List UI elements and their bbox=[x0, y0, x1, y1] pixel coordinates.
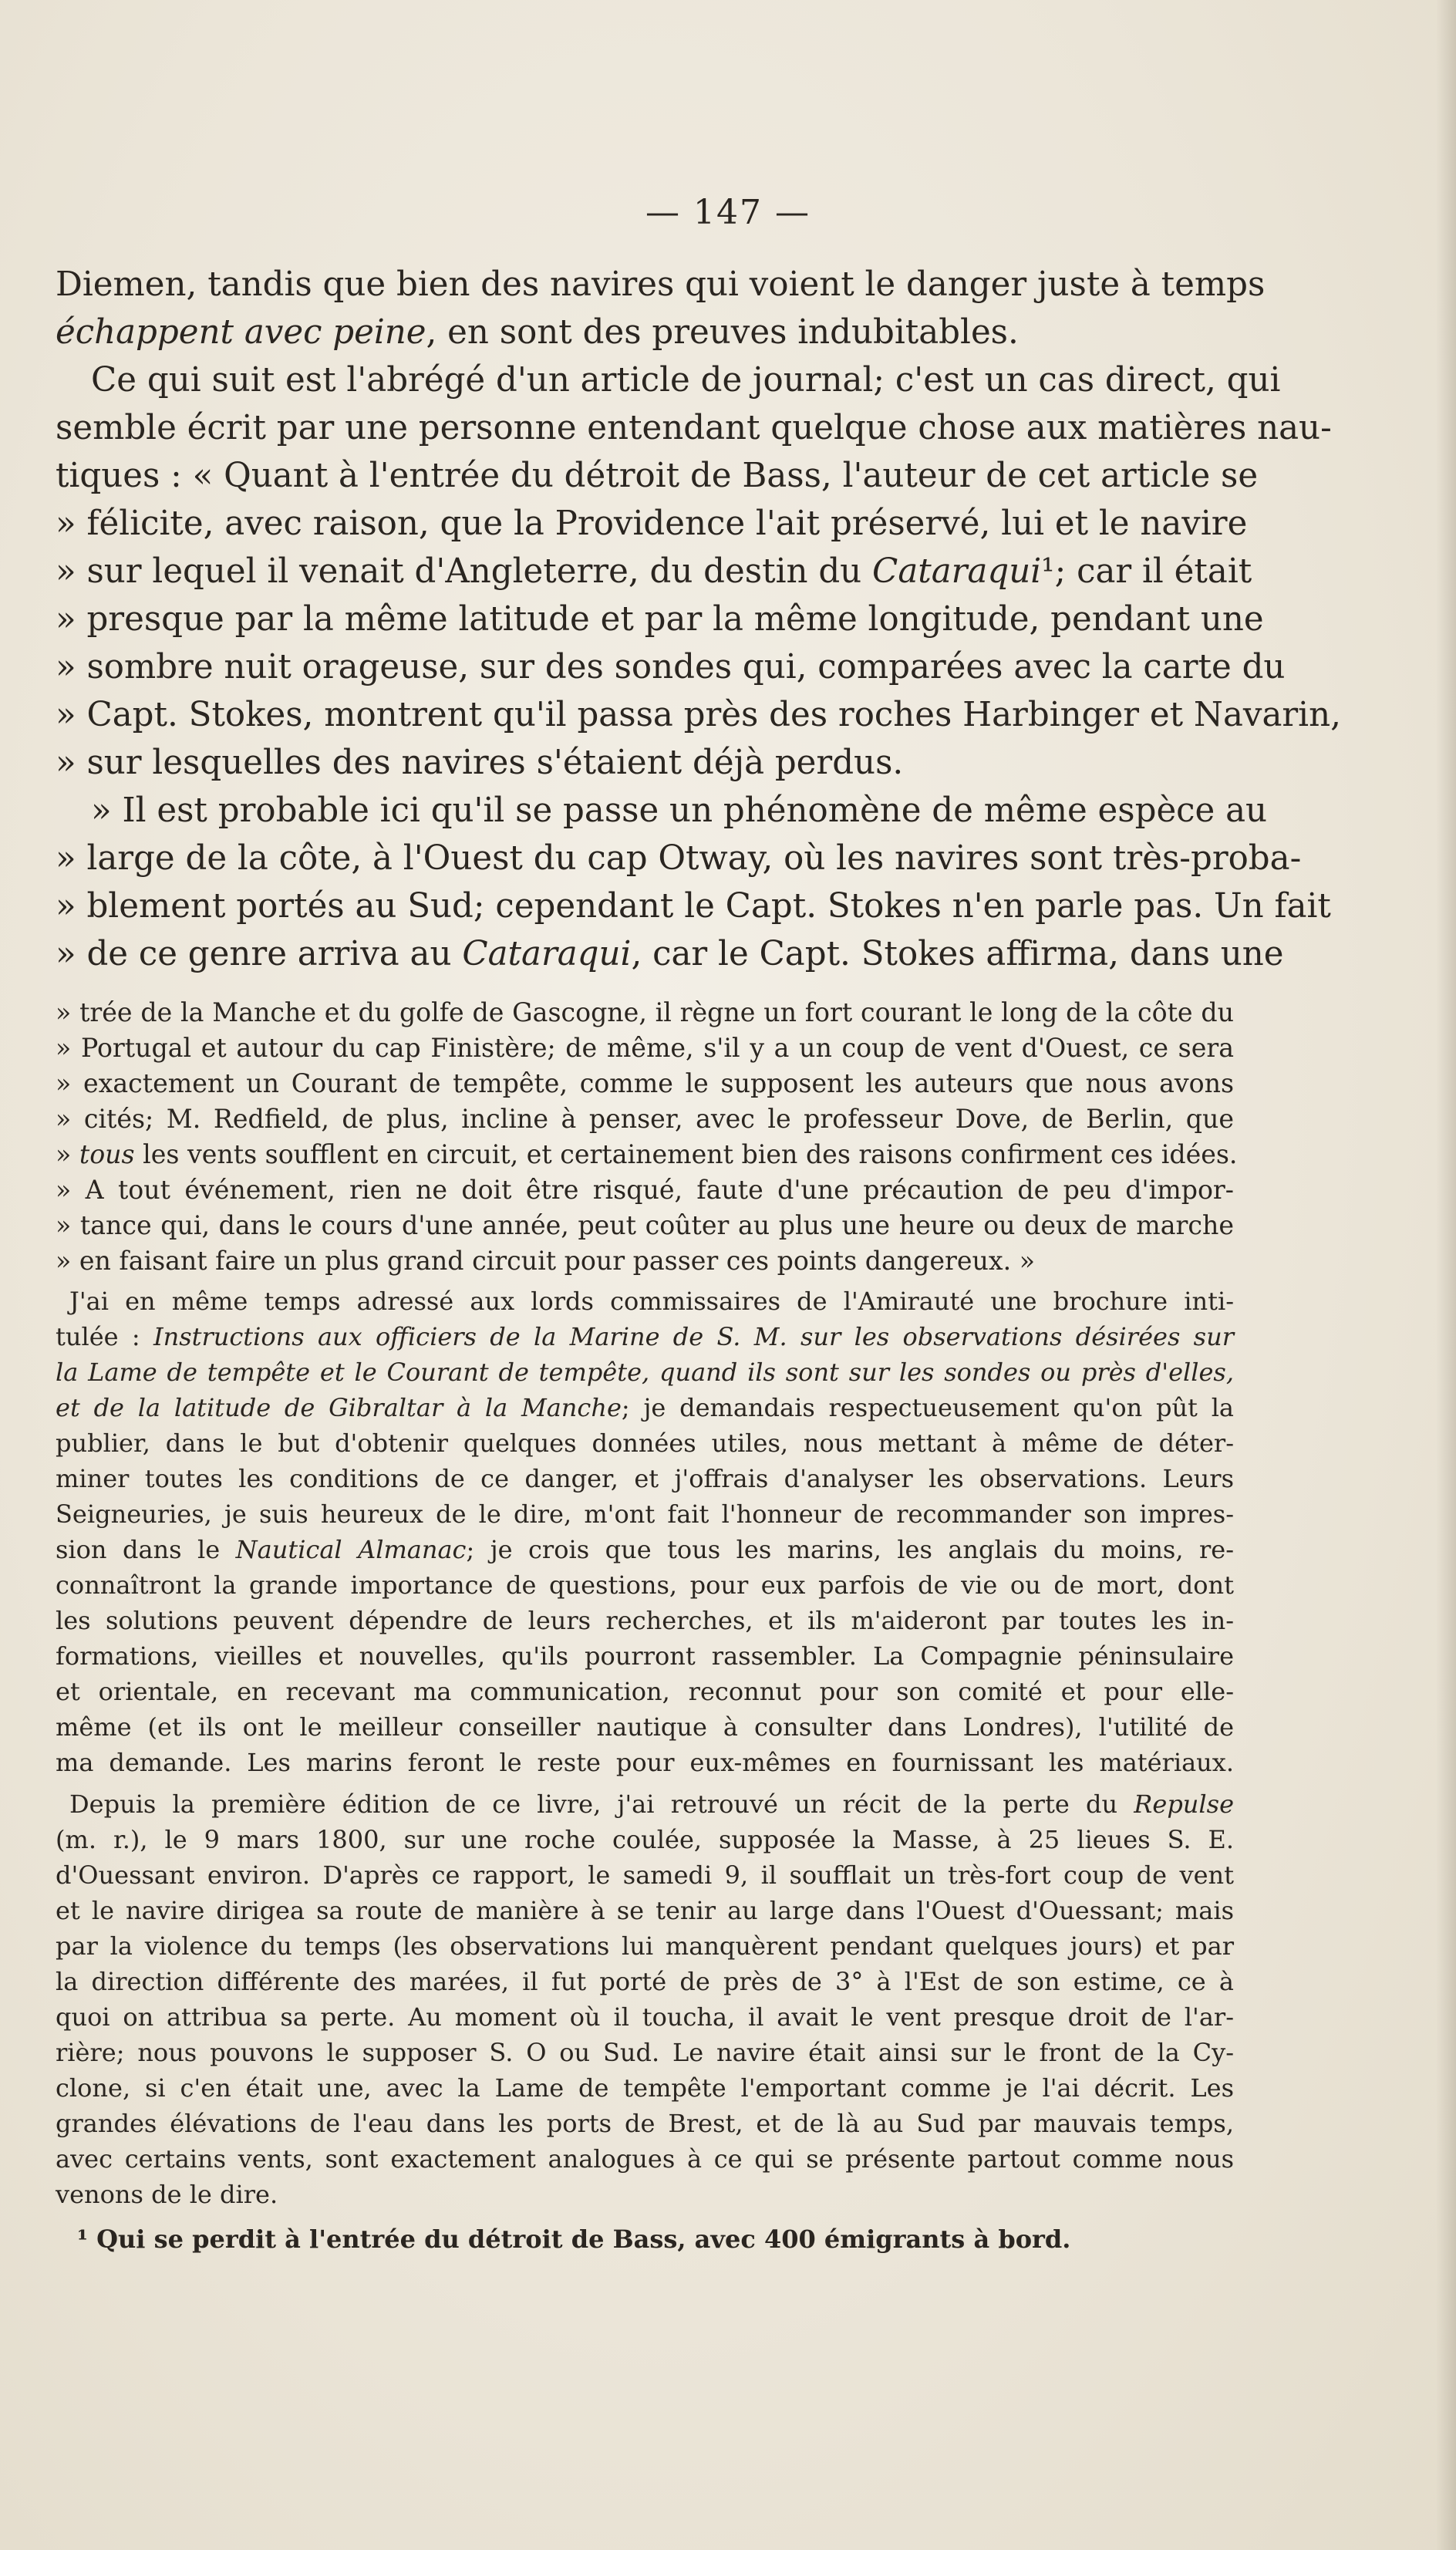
main-line: » de ce genre arriva au Cataraqui, car le Capt. Stokes affirma, dans une bbox=[56, 935, 1284, 973]
main-line: échappent avec peine, en sont des preuves indubitables. bbox=[56, 313, 1019, 352]
footnote-line: ¹ Qui se perdit à l'entrée du détroit de Bass, avec 400 émigrants à bord. bbox=[77, 2225, 1071, 2254]
footnote-line: » trée de la Manche et du golfe de Gascogne, il règne un fort courant le long de la côte du bbox=[56, 997, 1234, 1027]
main-line: » blement portés au Sud; cependant le Capt. Stokes n'en parle pas. Un fait bbox=[56, 887, 1331, 926]
footnote-line: rière; nous pouvons le supposer S. O ou Sud. Le navire était ainsi sur le front de la Cy- bbox=[56, 2038, 1234, 2067]
footnote-line: venons de le dire. bbox=[56, 2180, 278, 2209]
footnote-line: » cités; M. Redfield, de plus, incline à penser, avec le professeur Dove, de Berlin, que bbox=[56, 1104, 1234, 1134]
footnote-line: » exactement un Courant de tempête, comme le supposent les auteurs que nous avons bbox=[56, 1068, 1234, 1098]
footnote-line: » tance qui, dans le cours d'une année, peut coûter au plus une heure ou deux de marche bbox=[56, 1210, 1234, 1240]
footnote-line: miner toutes les conditions de ce danger, et j'offrais d'analyser les observations. Leurs bbox=[56, 1464, 1234, 1493]
footnote-line: Seigneuries, je suis heureux de le dire, m'ont fait l'honneur de recommander son impres- bbox=[56, 1499, 1234, 1529]
footnote-line: quoi on attribua sa perte. Au moment où il toucha, il avait le vent presque droit de l'ar- bbox=[56, 2002, 1234, 2032]
footnote-line: et de la latitude de Gibraltar à la Manche; je demandais respectueusement qu'on pût la bbox=[56, 1393, 1235, 1422]
footnote-line: et le navire dirigea sa route de manière à se tenir au large dans l'Ouest d'Ouessant; mais bbox=[56, 1896, 1234, 1925]
footnote-line: la direction différente des marées, il fut porté de près de 3° à l'Est de son estime, ce à bbox=[56, 1967, 1234, 1996]
page-number: — 147 — bbox=[645, 193, 811, 232]
main-line: Ce qui suit est l'abrégé d'un article de journal; c'est un cas direct, qui bbox=[91, 361, 1281, 400]
main-line: » félicite, avec raison, que la Providence l'ait préservé, lui et le navire bbox=[56, 504, 1248, 543]
footnote-line: par la violence du temps (les observations lui manquèrent pendant quelques jours) et par bbox=[56, 1931, 1234, 1961]
main-line: » large de la côte, à l'Ouest du cap Otway, où les navires sont très-proba- bbox=[56, 839, 1302, 878]
footnote-line: tulée : Instructions aux officiers de la Marine de S. M. sur les observations désirées sur bbox=[56, 1322, 1235, 1351]
footnote-line: les solutions peuvent dépendre de leurs recherches, et ils m'aideront par toutes les in- bbox=[56, 1606, 1234, 1635]
footnote-line: publier, dans le but d'obtenir quelques données utiles, nous mettant à même de déter- bbox=[56, 1428, 1234, 1458]
footnote-line: clone, si c'en était une, avec la Lame de tempête l'emportant comme je l'ai décrit. Les bbox=[56, 2073, 1234, 2103]
footnote-line: et orientale, en recevant ma communication, reconnut pour son comité et pour elle- bbox=[56, 1677, 1234, 1706]
main-line: » sur lesquelles des navires s'étaient déjà perdus. bbox=[56, 744, 904, 782]
footnote-line: grandes élévations de l'eau dans les ports de Brest, et de là au Sud par mauvais temps, bbox=[56, 2109, 1234, 2138]
footnote-line: connaîtront la grande importance de questions, pour eux parfois de vie ou de mort, dont bbox=[56, 1570, 1234, 1600]
main-line: » presque par la même latitude et par la même longitude, pendant une bbox=[56, 600, 1264, 639]
footnote-line: Depuis la première édition de ce livre, j'ai retrouvé un récit de la perte du Repulse bbox=[69, 1789, 1234, 1819]
main-line: » Il est probable ici qu'il se passe un phénomène de même espèce au bbox=[91, 791, 1268, 830]
main-line: » sombre nuit orageuse, sur des sondes qui, comparées avec la carte du bbox=[56, 648, 1286, 686]
footnote-line: ma demande. Les marins feront le reste pour eux-mêmes en fournissant les matériaux. bbox=[56, 1748, 1234, 1777]
footnote-line: avec certains vents, sont exactement analogues à ce qui se présente partout comme nous bbox=[56, 2144, 1234, 2174]
footnote-line: sion dans le Nautical Almanac; je crois que tous les marins, les anglais du moins, re- bbox=[56, 1535, 1235, 1564]
footnote-line: » Portugal et autour du cap Finistère; de même, s'il y a un coup de vent d'Ouest, ce sera bbox=[56, 1033, 1234, 1063]
footnote-line: formations, vieilles et nouvelles, qu'ils pourront rassembler. La Compagnie péninsulaire bbox=[56, 1641, 1234, 1671]
page-spine-shadow bbox=[1436, 0, 1456, 2550]
main-line: Diemen, tandis que bien des navires qui voient le danger juste à temps bbox=[56, 265, 1266, 304]
main-line: » sur lequel il venait d'Angleterre, du destin du Cataraqui¹; car il était bbox=[56, 552, 1252, 591]
main-line: semble écrit par une personne entendant quelque chose aux matières nau- bbox=[56, 409, 1332, 447]
footnote-line: même (et ils ont le meilleur conseiller nautique à consulter dans Londres), l'utilité de bbox=[56, 1712, 1234, 1742]
footnote-line: la Lame de tempête et le Courant de tempête, quand ils sont sur les sondes ou près d'elles, bbox=[56, 1358, 1234, 1387]
footnote-line: (m. r.), le 9 mars 1800, sur une roche coulée, supposée la Masse, à 25 lieues S. E. bbox=[56, 1825, 1234, 1854]
footnote-line: » tous les vents soufflent en circuit, et certainement bien des raisons confirment ces idées. bbox=[56, 1139, 1238, 1169]
footnote-line: d'Ouessant environ. D'après ce rapport, le samedi 9, il soufflait un très-fort coup de vent bbox=[56, 1860, 1234, 1890]
main-line: » Capt. Stokes, montrent qu'il passa près des roches Harbinger et Navarin, bbox=[56, 696, 1341, 734]
main-line: tiques : « Quant à l'entrée du détroit de Bass, l'auteur de cet article se bbox=[56, 457, 1259, 495]
footnote-line: » A tout événement, rien ne doit être risqué, faute d'une précaution de peu d'impor- bbox=[56, 1175, 1234, 1205]
footnote-line: » en faisant faire un plus grand circuit pour passer ces points dangereux. » bbox=[56, 1246, 1036, 1276]
footnote-line: J'ai en même temps adressé aux lords commissaires de l'Amirauté une brochure inti- bbox=[69, 1287, 1234, 1316]
